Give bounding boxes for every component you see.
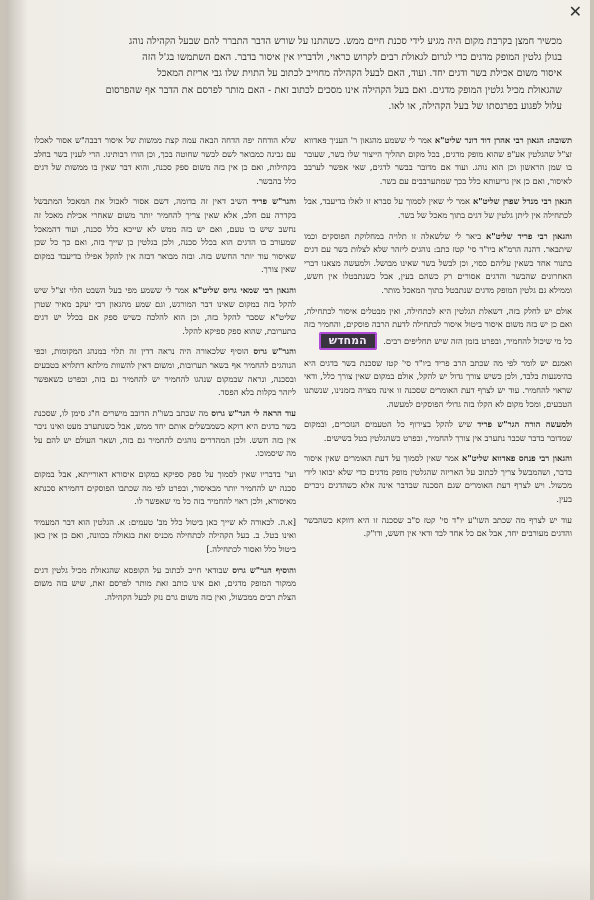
paragraph-text: ביאר לי שלשאלה זו תלויה במחלוקת הפוסקים וכמו שיתבאר. דהנה הרמ"א ביו"ד סי' קטז כתב: נוהגים ליזהר שלא לצלות בשר עם דגים בתנור אחד כשאין עליהם כסוי, וכן לבשל בשר שאינו מבושל. ולמעשה מצאנו דברי האחרונים שהבשר והדגים אסורים רק כשהם בעין, אבל כשנתבטלו אין חשש, וממילא גם גלטין המופק מדגים שנתבטל בתוך המאכל מותר. xyxy=(304,230,572,295)
paragraph-heading: עוד הראה לי הגר"ש גרוס xyxy=(211,407,296,418)
paragraph xyxy=(304,452,572,506)
paragraph-text: שיש להקל בצירוף כל הטעמים הנזכרים, ובמקום שמדובר בדבר שכבר נתערב אין צורך להחמיר, ובפרט כשהגלטין בטל בשישים. xyxy=(304,419,572,443)
paragraph xyxy=(34,516,296,557)
paragraph xyxy=(34,345,296,399)
paragraph xyxy=(304,230,572,298)
paragraph xyxy=(304,514,572,541)
paragraph-heading: והגר"ש פריד xyxy=(252,196,296,207)
paragraph xyxy=(304,134,572,188)
left-column xyxy=(34,134,296,894)
paragraph-text: מה שכתב בשו"ת הדובב מישרים ח"ג סימן לו, שסכנת בשר בדגים היא דוקא כשמבשלים אותם יחד ממש, אבל כשנתערב מעט ואינו ניכר אין בזה חשש. ולכן המהדרים נוהגים להחמיר גם בזה, ושאר העולם יש להם על מה שיסמוכו. xyxy=(34,407,296,459)
paragraph-text: שלא הודחה יפה הדחה הבאה עמה קצת ממשות של איסור דבבה"ש אסור לאכלו עם גבינה כמבואר לשם לבשר שחוטה בכך, וכן הורו רבותינו. הרי לענין בשר בחלב בקהילות, ואם כן אין בזה משום ספק סכנה, והוא דבר שאין בו ממשות של דגים כלל בהבשר. xyxy=(34,135,296,186)
paragraph-text: אמר שאין לסמוך על דעת האומרים שאין איסור בדבר, ושהמבשל צריך לכתוב על האריזה שהגלטין מופק מדגים כדי שלא יבואו לידי מכשול. ויש לצרף דעת האומרים שגם הסכנה שבדבר אינה אלא כשהדגים ניכרים בעין. xyxy=(304,453,572,505)
paragraph-text: השיב דאין זה בדומה, דשם אסור לאכול את המאכל המתבשל בקדרה עם חלב, אלא שאין צריך להחמיר יותר משום שאחרי אכילת מאכל זה נחשב שיש בו טעם, ואם יש בזה ממש לא שייכא כלל סכנה, ועוד דהמאכל שמעורב בו הדגים הוא בכלל סכנה, ולכן בגלטין כן שייך בזה, ואם כך כל שכן שאיסור עוד יותר החשש בזה. ובזה מבואר דבזה אין להקל אפילו בדיעבד במקום שאין צורך. xyxy=(34,196,296,275)
close-icon[interactable]: ✕ xyxy=(568,2,582,21)
paragraph xyxy=(304,305,572,350)
intro-line: בגולן גלטין המופק מדגים כדי לגרום לגאולת רבים לקרוש כראוי, ולדבריו אין איסור בדבר. האם השתמשו בג'ל הזה xyxy=(142,52,562,64)
paragraph-heading: הגאון רבי מנדל שפרן שליט"א xyxy=(472,196,572,207)
paragraph xyxy=(34,134,296,188)
hamodia-watermark: המחדש xyxy=(319,332,377,350)
paragraph-text: ועי' בדבריו שאין לסמוך על ספק ספיקא במקום איסורא דאורייתא, אבל במקום סכנה יש להחמיר יותר מבאיסור, ובפרט לפי מה שכתבו הפוסקים דחמירא סכנתא מאיסורא, ולכן ראוי להחמיר בזה כל מי שאפשר לו. xyxy=(34,469,296,507)
paragraph-text: אולם יש לחלק בזה, דשאלת הגלטין היא לכתחילה, ואין מבטלים איסור לכתחילה, ואם כן יש בזה משום איסור ביטול איסור לכתחילה לדעת הרבה פוסקים, והחמיר בזה כל מי שיכול להחמיר, ובפרט בזמן הזה שיש תחליפים רבים. xyxy=(304,305,572,346)
paragraph-text: הוסיף שלכאורה היה נראה דדין זה תלוי במנהג המקומות, וכפי הנוהגים להחמיר אף בשאר תערובות, ומשום דאין להשוות מילתא דתלויא בטבעים ובסכנה, ונראה שבמקום שנהגו להחמיר יש להחמיר גם בזה, ובפרט כשאפשר ליזהר בקלות בלא הפסד. xyxy=(34,346,296,398)
paragraph xyxy=(34,284,296,338)
paragraph-heading: ולמעשה הורה הגר"ש פריד xyxy=(477,419,572,430)
paragraph xyxy=(34,468,296,509)
paragraph xyxy=(34,564,296,605)
paragraph-text: אמר לי ששמע מפי בעל השבט הלוי זצ"ל שיש להקל בזה במקום שאינו דבר המורגש, וגם שמע מהגאון רבי יעקב מאיר שטרן שליט"א שסבר להקל בזה, וכן הוא להלכה כשיש ספק אם בכלל יש דגים בתערובת, שהוא ספק ספיקא להקל. xyxy=(34,284,296,336)
paragraph xyxy=(34,407,296,461)
paragraph-heading: והוסיף הגר"ש גרוס xyxy=(232,564,296,575)
intro-line: מכשיר חמצן בקרבת מקום היה מגיע לידי סכנת חיים ממש. כשהתנו על שורש הדבר התברר להם שבעל הקהילה נוהג xyxy=(129,36,562,47)
page-shadow xyxy=(6,0,28,900)
paragraph-heading: והגר"ש גרוס xyxy=(253,346,296,357)
paragraph xyxy=(34,195,296,277)
intro-line: שהגאולת מכיל גלטין המופק מדגים. ואם בעל הקהילה אינו מסכים לכתוב זאת - האם מותר לפרסם את הדבר אף שהפרסום xyxy=(105,84,562,96)
paragraph xyxy=(304,357,572,411)
question-intro xyxy=(44,34,562,132)
paragraph-text: שבודאי חייב לכתוב על הקופסא שהגאולת מכיל גלטין דגים ממקור המופק מדגים, ואם אינו כותב זאת מותר לפרסם זאת, שיש בזה משום הצלת רבים ממכשול, ואין בזה משום גרם נזק לבעל הקהילה. xyxy=(34,564,296,602)
paragraph-heading: תשובה: הגאון רבי אהרן דוד דונר שליט"א xyxy=(434,135,572,145)
paragraph-text: אמר לי שאין לסמוך על סברא זו לאלו בדיעבד, אבל לכתחילה אין ליתן גלטין של דגים בתוך מאכל של בשר. xyxy=(304,196,572,220)
page-fold-shadow xyxy=(6,860,590,900)
paragraph-text: ואמנם יש לומר לפי מה שכתב הרב פריד ביו"ד סי' קטז שסכנת בשר בדגים היא בהימנעות בלבד, ולכן כשיש צורך גדול יש להקל, אולם במקום שאין צורך כלל, ודאי שראוי להחמיר. עוד יש לצרף דעת האומרים שסכנה זו אינה מצויה בזמנינו, שנשתנו הטבעים, ומכל מקום לא הקלו בזה גדולי הפוסקים למעשה. xyxy=(304,357,572,409)
paragraph xyxy=(304,418,572,445)
right-column xyxy=(304,134,572,894)
paragraph-heading: והגאון רבי פריד שליט"א xyxy=(485,230,572,241)
intro-line: איסור משום אכילת בשר ודגים יחד. ועוד, האם לבעל הקהילה מחוייב לכתוב על התוית שלו גבי אריזת המאכל xyxy=(157,68,562,80)
intro-line: עלול לפגוע בפרנסתו של בעל הקהילה, או לאו. xyxy=(388,100,562,112)
paragraph-text: אמר לי ששמע מהגאון ר' העניך פאדווא זצ"ל שהגלטין אע"פ שהוא מופק מדגים, בכל מקום תהליך הייצור שלו בשר, שעובר בו שמן הראשון וכן הוא נוהג. ועוד אם מדובר בבשר לדגים, שאי אפשר לערבב לאיסור, ואם כן אין גריעותא כלל בכך שמתערבבים עם בשר. xyxy=(304,135,572,186)
paragraph-heading: והגאון רבי שמאי גרוס שליט"א xyxy=(192,284,296,295)
paragraph-heading: [א.ה. לכאורה לא שייך כאן ביטול כלל מב' טעמים: א. הגלטין הוא דבר המעמיד ואינו בטל. ב. בעל הקהילה לכתחילה מכניס זאת בגאולה בכוונה, ואם כן אין כאן ביטול כלל ואסור לכתחילה.] xyxy=(34,516,296,555)
document-page xyxy=(6,0,590,900)
paragraph-text: עוד יש לצרף מה שכתב השו"ע יו"ד סי' קטז ס"ב שסכנה זו היא דווקא כשהבשר והדגים מעורבים יחד, אבל אם כל אחד לבד ודאי אין חשש, ודו"ק. xyxy=(304,514,572,539)
paragraph xyxy=(304,195,572,222)
paragraph-heading: והגאון רבי פנחס פאדווא שליט"א xyxy=(462,453,572,464)
